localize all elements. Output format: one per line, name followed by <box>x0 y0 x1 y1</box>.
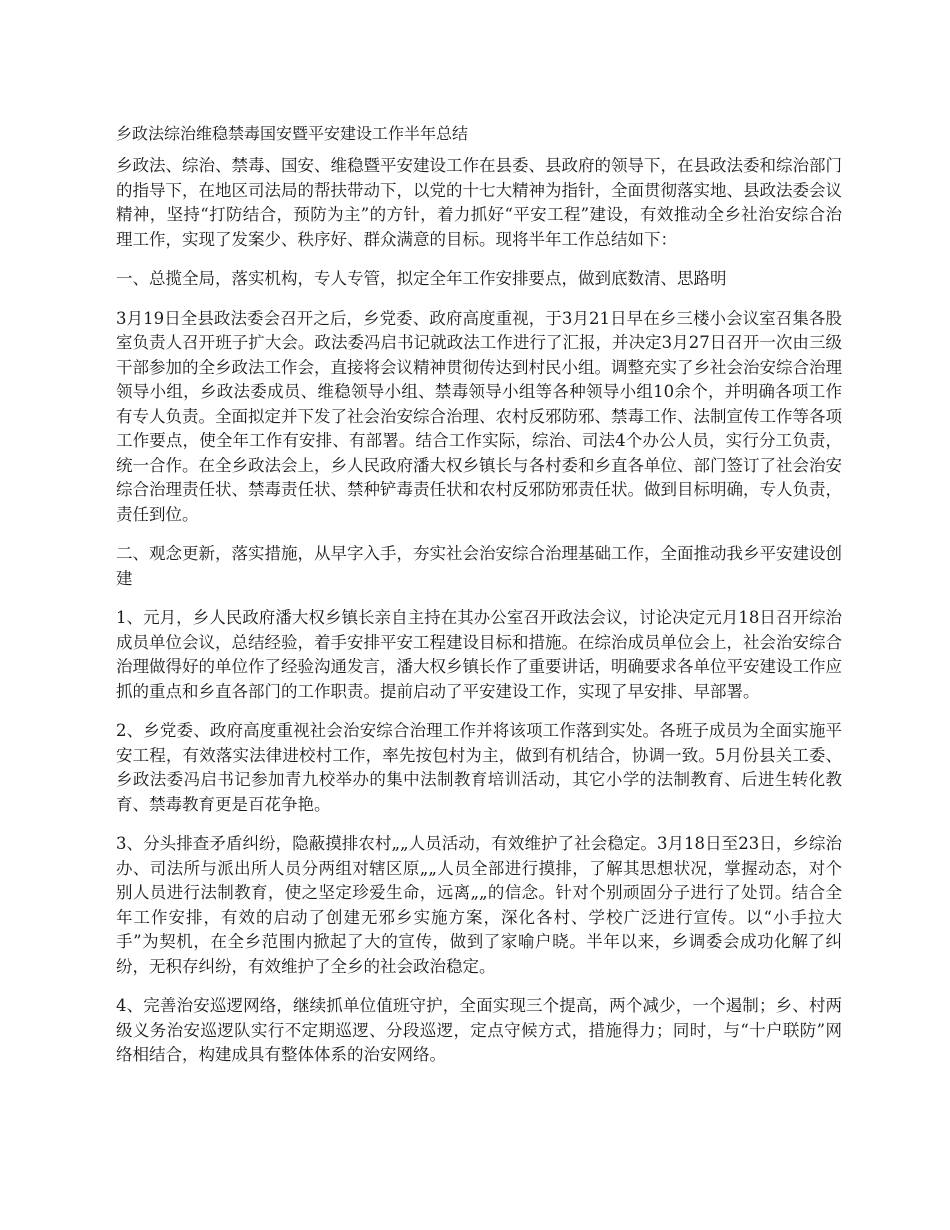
paragraph-intro: 乡政法、综治、禁毒、国安、维稳暨平安建设工作在县委、县政府的领导下，在县政法委和综治部门的指导下，在地区司法局的帮扶带动下，以党的十七大精神为指针，全面贯彻落实地、县政法委会议精神，坚持“打防结合，预防为主”的方针，着力抓好“平安工程”建设，有效推动全乡社治安综合治理工作，实现了发案少、秩序好、群众满意的目标。现将半年工作总结如下： <box>116 156 842 249</box>
paragraph-item-3: 3、分头排查矛盾纠纷，隐蔽摸排农村„„人员活动，有效维护了社会稳定。3月18日至23日，乡综治办、司法所与派出所人员分两组对辖区原„„人员全部进行摸排，了解其思想状况，掌握动态，对个别人员进行法制教育，使之坚定珍爱生命，远离„„的信念。针对个别顽固分子进行了处罚。结合全年工作安排，有效的启动了创建无邪乡实施方案，深化各村、学校广泛进行宣传。以“小手拉大手”为契机，在全乡范围内掀起了大的宣传，做到了家喻户晓。半年以来，乡调委会成功化解了纠纷，无积存纠纷，有效维护了全乡的社会政治稳定。 <box>116 834 842 976</box>
section-heading-2: 二、观念更新，落实措施，从早字入手，夯实社会治安综合治理基础工作，全面推动我乡平安建设创建 <box>116 544 842 588</box>
document-title: 乡政法综治维稳禁毒国安暨平安建设工作半年总结 <box>116 124 469 143</box>
section-heading-1: 一、总揽全局，落实机构，专人专管，拟定全年工作安排要点，做到底数清、思路明 <box>116 269 727 288</box>
paragraph-section-1: 3月19日全县政法委会召开之后，乡党委、政府高度重视，于3月21日早在乡三楼小会议室召集各股室负责人召开班子扩大会。政法委冯启书记就政法工作进行了汇报，并决定3月27日召开一次由三级干部参加的全乡政法工作会，直接将会议精神贯彻传达到村民小组。调整充实了乡社会治安综合治理领导小组，乡政法委成员、维稳领导小组、禁毒领导小组等各种领导小组10余个，并明确各项工作有专人负责。全面拟定并下发了社会治安综合治理、农村反邪防邪、禁毒工作、法制宣传工作等各项工作要点，使全年工作有安排、有部署。结合工作实际，综治、司法4个办公人员，实行分工负责，统一合作。在全乡政法会上，乡人民政府潘大权乡镇长与各村委和乡直各单位、部门签订了社会治安综合治理责任状、禁毒责任状、禁种铲毒责任状和农村反邪防邪责任状。做到目标明确，专人负责，责任到位。 <box>116 308 842 524</box>
paragraph-item-4: 4、完善治安巡逻网络，继续抓单位值班守护，全面实现三个提高，两个减少，一个遏制；乡、村两级义务治安巡逻队实行不定期巡逻、分段巡逻，定点守候方式，措施得力；同时，与“十户联防”网络相结合，构建成具有整体体系的治安网络。 <box>116 996 842 1064</box>
document-page <box>116 122 842 1083</box>
paragraph-item-1: 1、元月，乡人民政府潘大权乡镇长亲自主持在其办公室召开政法会议，讨论决定元月18日召开综治成员单位会议，总结经验，着手安排平安工程建设目标和措施。在综治成员单位会上，社会治安综合治理做得好的单位作了经验沟通发言，潘大权乡镇长作了重要讲话，明确要求各单位平安建设工作应抓的重点和乡直各部门的工作职责。提前启动了平安建设工作，实现了早安排、早部署。 <box>116 608 842 701</box>
paragraph-item-2: 2、乡党委、政府高度重视社会治安综合治理工作并将该项工作落到实处。各班子成员为全面实施平安工程，有效落实法律进校村工作，率先按包村为主，做到有机结合，协调一致。5月份县关工委、乡政法委冯启书记参加青九校举办的集中法制教育培训活动，其它小学的法制教育、后进生转化教育、禁毒教育更是百花争艳。 <box>116 721 842 814</box>
